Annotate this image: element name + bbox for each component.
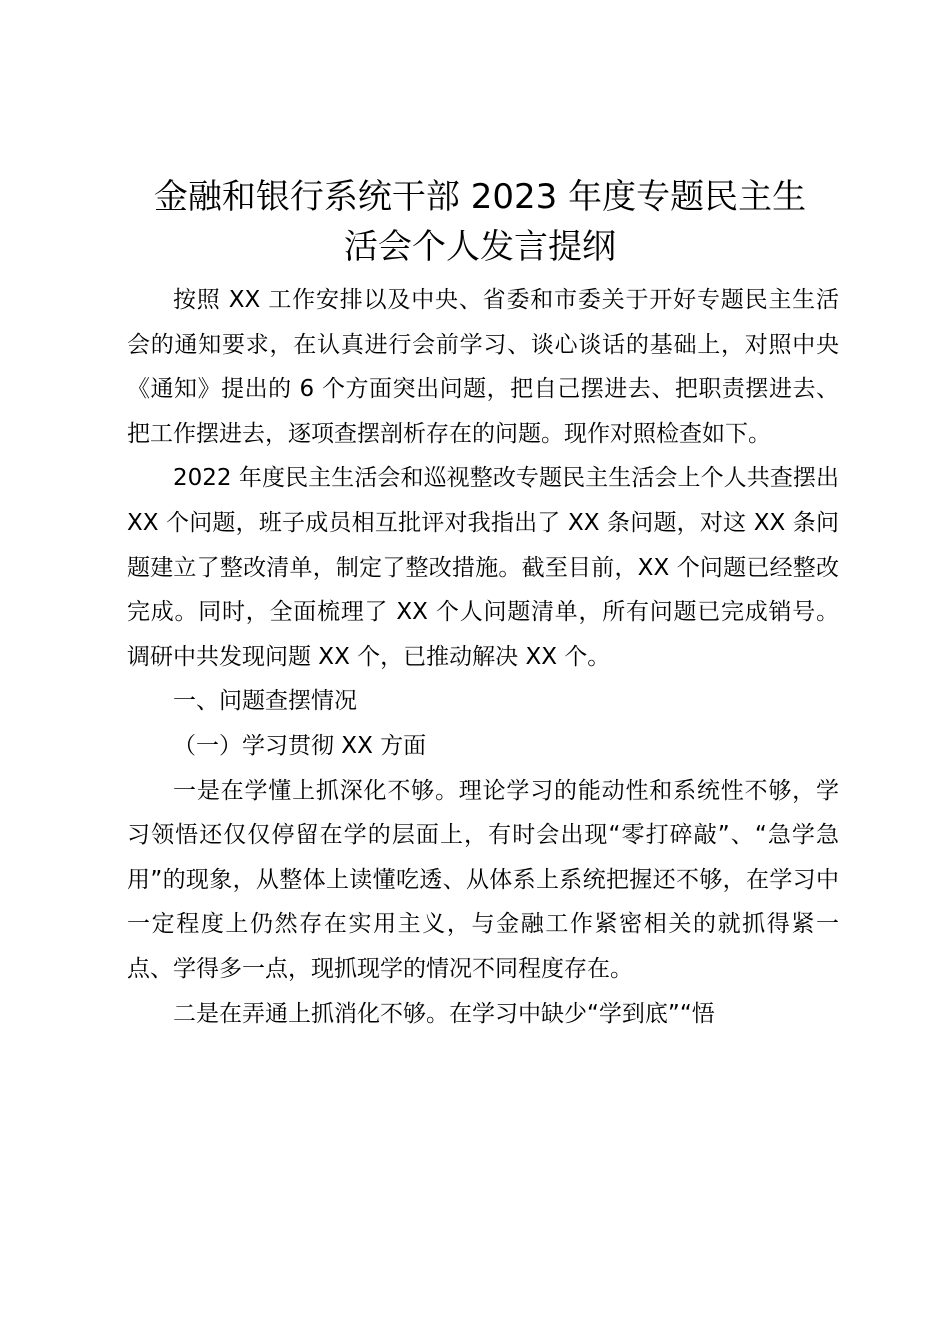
- title-line-2: 活会个人发言提纲: [344, 227, 616, 267]
- document-body: [127, 278, 839, 1036]
- section-heading: 一、问题查摆情况: [173, 688, 357, 715]
- body-paragraph: 一是在学懂上抓深化不够。理论学习的能动性和系统性不够，学习领悟还仅仅停留在学的层面上，有时会出现“零打碎敲”、“急学急用”的现象，从整体上读懂吃透、从体系上系统把握还不够，在学习中一定程度上仍然存在实用主义，与金融工作紧密相关的就抓得紧一点、学得多一点，现抓现学的情况不同程度存在。: [127, 777, 839, 982]
- document-title: [120, 172, 840, 272]
- intro-paragraph: 按照 XX 工作安排以及中央、省委和市委关于开好专题民主生活会的通知要求，在认真进行会前学习、谈心谈话的基础上，对照中央《通知》提出的 6 个方面突出问题，把自己摆进去、把职责摆进去、把工作摆进去，逐项查摆剖析存在的问题。现作对照检查如下。: [127, 287, 839, 447]
- body-paragraph: 二是在弄通上抓消化不够。在学习中缺少“学到底”“悟: [173, 1000, 715, 1027]
- summary-paragraph: 2022 年度民主生活会和巡视整改专题民主生活会上个人共查摆出 XX 个问题，班子成员相互批评对我指出了 XX 条问题，对这 XX 条问题建立了整改清单，制定了整改措施。截至目前，XX 个问题已经整改完成。同时，全面梳理了 XX 个人问题清单，所有问题已完成销号。调研中共发现问题 XX 个，已推动解决 XX 个。: [127, 465, 839, 670]
- title-line-1: 金融和银行系统干部 2023 年度专题民主生: [153, 177, 807, 217]
- subsection-heading: （一）学习贯彻 XX 方面: [173, 732, 427, 759]
